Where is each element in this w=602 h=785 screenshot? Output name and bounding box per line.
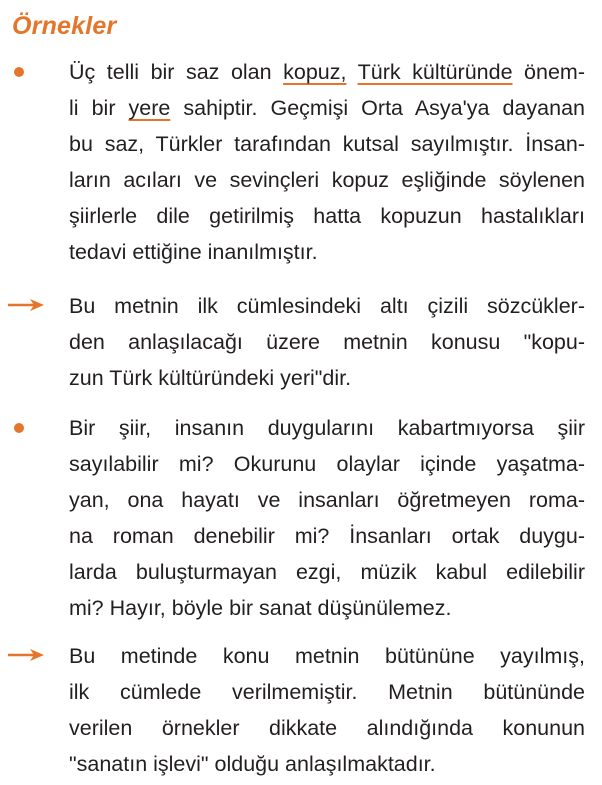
text-line: Bu metinde konu metnin bütününe yayılmış,	[69, 644, 585, 668]
text-segment: önem-	[512, 60, 585, 84]
text-line: Bir şiir, insanın duygularını kabartmıyorsa şiir	[69, 416, 585, 440]
section-title: Örnekler	[12, 12, 117, 40]
text-line: larda buluşturmayan ezgi, müzik kabul edilebilir	[69, 560, 585, 584]
text-line: Bu metnin ilk cümlesindeki altı çizili sözcükler-	[69, 294, 585, 318]
text-line: den anlaşılacağı üzere metnin konusu "kopu-	[69, 330, 585, 354]
text-line: "sanatın işlevi" olduğu anlaşılmaktadır.	[69, 752, 436, 776]
text-line: Üç telli bir saz olan kopuz, Türk kültüründe önem-	[69, 60, 585, 84]
text-line: bu saz, Türkler tarafından kutsal sayılmıştır. İnsan-	[69, 132, 585, 156]
arrow-icon	[6, 647, 46, 663]
bullet-icon	[14, 423, 24, 433]
text-line: mi? Hayır, böyle bir sanat düşünülemez.	[69, 596, 452, 620]
underlined-word: kopuz,	[283, 60, 347, 84]
text-line: li bir yere sahiptir. Geçmişi Orta Asya'ya dayanan	[69, 96, 585, 120]
text-line: verilen örnekler dikkate alındığında konunun	[69, 716, 585, 740]
text-line: na roman denebilir mi? İnsanları ortak duygu-	[69, 524, 585, 548]
text-line: şiirlerle dile getirilmiş hatta kopuzun hastalıkları	[69, 204, 585, 228]
bullet-icon	[14, 67, 24, 77]
text-line: ilk cümlede verilmemiştir. Metnin bütününde	[69, 680, 585, 704]
text-line: yan, ona hayatı ve insanları öğretmeyen roma-	[69, 488, 585, 512]
text-line: sayılabilir mi? Okurunu olaylar içinde yaşatma-	[69, 452, 585, 476]
text-segment: sahiptir. Geçmişi Orta Asya'ya dayanan	[170, 96, 585, 120]
text-line: tedavi ettiğine inanılmıştır.	[69, 240, 318, 264]
text-line: zun Türk kültüründeki yeri"dir.	[69, 366, 352, 390]
text-line: ların acıları ve sevinçleri kopuz eşliğinde söylenen	[69, 168, 585, 192]
underlined-word: yere	[128, 96, 171, 120]
underlined-phrase: Türk kültüründe	[357, 60, 513, 84]
arrow-icon	[6, 297, 46, 313]
